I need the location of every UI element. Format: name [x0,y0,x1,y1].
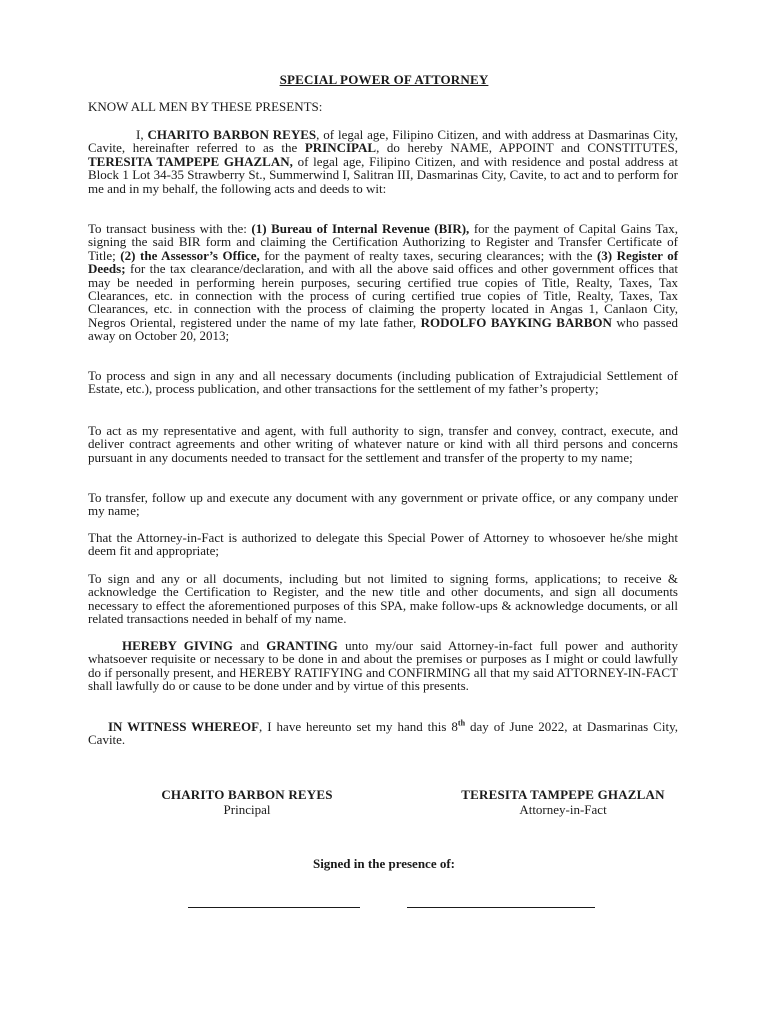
paragraph-transact-business: To transact business with the: (1) Bureau of Internal Revenue (BIR), for the payment of Capital Gains Tax, signing the said BIR form and claiming the Certification Authorizing to Register and Transfer Certificate of Title; (2) the Assessor’s Office, for the payment of realty taxes, securing clearances; with the (3) Register of Deeds; for the tax clearance/declaration, and with all the above said offices and other government offices that may be needed in performing herein purposes, securing certified true copies of Title, Realty, Taxes, Tax Clearances, etc. in connection with the process of curing certified true copies of Title, Realty, Taxes, Tax Clearances, etc. in connection with the process of claiming the property located in Angas 1, Canlaon City, Negros Oriental, registered under the name of my late father, RODOLFO BAYKING BARBON who passed away on October 20, 2013; [88,221,679,344]
attorney-name-inline: TERESITA TAMPEPE GHAZLAN, [88,153,293,169]
paragraph-process-sign: To process and sign in any and all necessary documents (including publication of Extrajudicial Settlement of Estate, etc.), process publication, and other transactions for the settlement of my father’s property; [88,368,678,397]
intro-line: KNOW ALL MEN BY THESE PRESENTS: [88,99,323,114]
principal-signature-block [117,787,377,817]
paragraph-hereby-giving: HEREBY GIVING and GRANTING unto my/our said Attorney-in-fact full power and authority whatsoever requisite or necessary to be done in and about the premises or purposes as I might or could lawfully do if personally present, and HEREBY RATIFYING and CONFIRMING all that my said ATTORNEY-IN-FACT shall lawfully do or cause to be done under and by virtue of this presents. [88,638,678,694]
paragraph-appointment: I, CHARITO BARBON REYES, of legal age, Filipino Citizen, and with address at Dasmarinas City, Cavite, hereinafter referred to as the PRINCIPAL, do hereby NAME, APPOINT and CONSTITUTES, TERESITA TAMPEPE GHAZLAN, of legal age, Filipino Citizen, and with residence and postal address at Block 1 Lot 34-35 Strawberry St., Summerwind I, Salitran III, Dasmarinas City, Cavite, to act and to perform for me and in my behalf, the following acts and deeds to wit: [88,127,678,196]
paragraph-sign-documents: To sign and any or all documents, including but not limited to signing forms, applications; to receive & acknowledge the Certification to Register, and the new title and other documents, and sign all documents necessary to effect the aforementioned purposes of this SPA, make follow-ups & acknowledge documents, or all related transactions needed in behalf of my name. [88,571,678,627]
document-title: SPECIAL POWER OF ATTORNEY [279,72,489,87]
principal-name-inline: CHARITO BARBON REYES [147,127,317,142]
signed-in-presence-label: Signed in the presence of: [312,856,456,871]
attorney-signature-block [433,787,693,817]
attorney-name: TERESITA TAMPEPE GHAZLAN [461,787,665,802]
witness-signature-line-2 [407,907,595,908]
witness-signature-line-1 [188,907,360,908]
paragraph-representative: To act as my representative and agent, with full authority to sign, transfer and convey, contract, execute, and deliver contract agreements and other writing of whatever nature or kind with all third persons and concerns pursuant in any documents needed to transact for the settlement and transfer of the property to my name; [88,423,678,465]
attorney-role: Attorney-in-Fact [519,802,607,817]
principal-name: CHARITO BARBON REYES [161,787,333,802]
principal-role: Principal [223,802,271,817]
paragraph-delegate: That the Attorney-in-Fact is authorized to delegate this Special Power of Attorney to whosoever he/she might deem fit and appropriate; [88,530,678,559]
paragraph-transfer: To transfer, follow up and execute any document with any government or private office, or any company under my name; [88,490,678,519]
paragraph-witness: IN WITNESS WHEREOF, I have hereunto set my hand this 8th day of June 2022, at Dasmarinas City, Cavite. [88,718,678,748]
